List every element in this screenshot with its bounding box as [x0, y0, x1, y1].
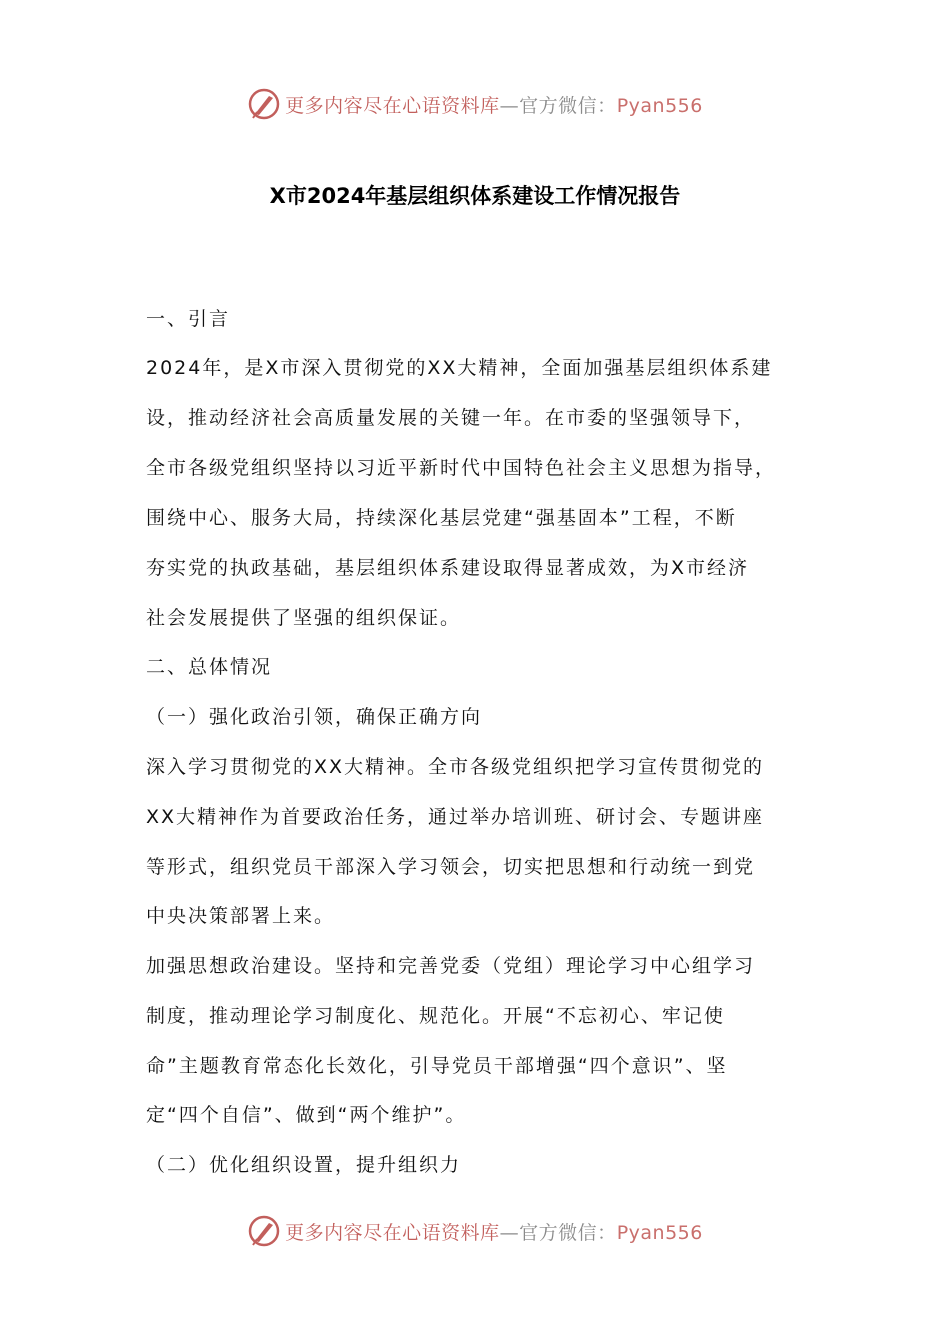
watermark-footer [0, 1211, 950, 1251]
paragraph-line: 夯实党的执政基础，基层组织体系建设取得显著成效，为X市经济 [146, 557, 750, 579]
watermark-header [0, 84, 950, 124]
section-heading-intro: 一、引言 [146, 308, 231, 330]
watermark-dash: — [499, 1221, 520, 1244]
paragraph-line: 2024年，是X市深入贯彻党的XX大精神，全面加强基层组织体系建 [146, 357, 773, 379]
watermark-wechat-id: Pyan556 [616, 1221, 703, 1244]
quill-seal-icon [247, 1214, 281, 1248]
paragraph-line: 等形式，组织党员干部深入学习领会，切实把思想和行动统一到党 [146, 856, 756, 878]
paragraph-line: 全市各级党组织坚持以习近平新时代中国特色社会主义思想为指导， [146, 457, 777, 479]
watermark-text [285, 1218, 703, 1245]
document-title: X市2024年基层组织体系建设工作情况报告 [269, 184, 681, 208]
watermark-wechat-id: Pyan556 [616, 94, 703, 117]
watermark-brand: 更多内容尽在心语资料库 [285, 1221, 500, 1244]
watermark-text [285, 91, 703, 118]
subsection-heading-organization: （二）优化组织设置，提升组织力 [146, 1154, 462, 1176]
paragraph-line: 命”主题教育常态化长效化，引导党员干部增强“四个意识”、坚 [146, 1055, 728, 1077]
paragraph-line: 加强思想政治建设。坚持和完善党委（党组）理论学习中心组学习 [146, 955, 756, 977]
paragraph-line: 围绕中心、服务大局，持续深化基层党建“强基固本”工程，不断 [146, 507, 737, 529]
paragraph-line: 中央决策部署上来。 [146, 905, 336, 927]
watermark-dash: — [499, 94, 520, 117]
watermark-official-label: 官方微信： [519, 94, 617, 117]
paragraph-line: 设，推动经济社会高质量发展的关键一年。在市委的坚强领导下， [146, 407, 756, 429]
paragraph-line: 制度，推动理论学习制度化、规范化。开展“不忘初心、牢记使 [146, 1005, 725, 1027]
paragraph-line: 社会发展提供了坚强的组织保证。 [146, 607, 462, 629]
quill-seal-icon [247, 87, 281, 121]
paragraph-line: XX大精神作为首要政治任务，通过举办培训班、研讨会、专题讲座 [146, 806, 765, 828]
paragraph-line: 深入学习贯彻党的XX大精神。全市各级党组织把学习宣传贯彻党的 [146, 756, 765, 778]
section-heading-overview: 二、总体情况 [146, 656, 273, 678]
subsection-heading-political: （一）强化政治引领，确保正确方向 [146, 706, 483, 728]
watermark-brand: 更多内容尽在心语资料库 [285, 94, 500, 117]
watermark-official-label: 官方微信： [519, 1221, 617, 1244]
paragraph-line: 定“四个自信”、做到“两个维护”。 [146, 1104, 467, 1126]
